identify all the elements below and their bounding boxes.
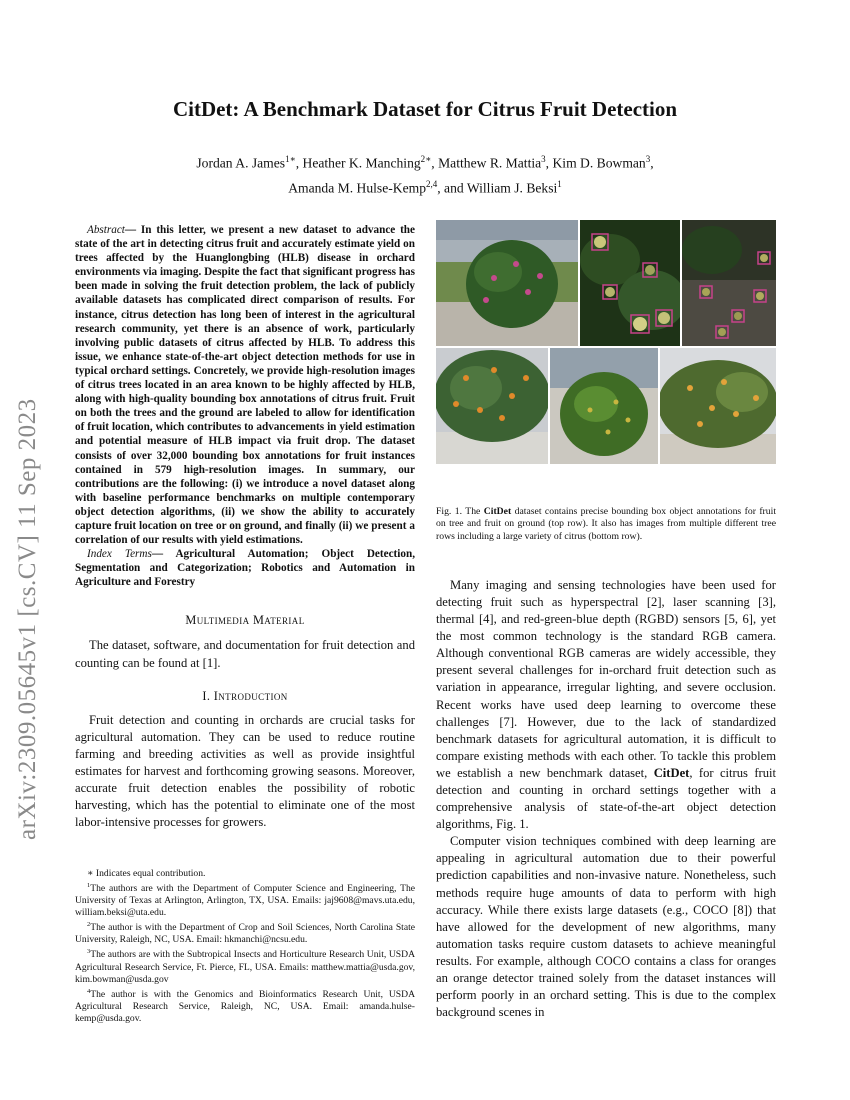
author-affiliation: 2,4 bbox=[426, 178, 438, 189]
footnote-2: $^2$The author is with the Department of Crop and Soil Sciences, North Carolina State University, Raleigh, NC, USA. Email: hkmanchi@ncsu.edu. bbox=[75, 921, 415, 946]
figure-photo-lime-tree bbox=[550, 348, 658, 464]
figure-photo-orange-tree bbox=[436, 348, 548, 464]
author-affiliation: 2∗ bbox=[420, 154, 432, 164]
figure-photo-tree-sky bbox=[436, 220, 578, 346]
footnotes bbox=[75, 868, 415, 1025]
author-name: Heather K. Manching bbox=[302, 155, 421, 171]
section-heading-multimedia: Multimedia Material bbox=[185, 613, 305, 628]
author-affiliation: 1 bbox=[557, 178, 562, 189]
author-name: William J. Beksi bbox=[466, 180, 558, 196]
right-paragraph-1: Many imaging and sensing technologies have been used for detecting fruit such as hyperspectral [2], laser scanning [3], thermal [4], and red-green-blue depth (RGBD) sensors [5, 6], yet the most common technology is the standard RGB camera. Although conventional RGB cameras are widely accessible, they present several challenges for in-orchard fruit detection such as variation in appearance, irregular lighting, and severe occlusion. Recent works have used deep learning to overcome these challenges [7]. However, due to the lack of standardized benchmark datasets for agricultural automation, it is difficult to compare existing methods with each other. To tackle this problem we establish a new benchmark dataset, CitDet, for citrus fruit detection and counting in orchard settings together with a comprehensive analysis of state-of-the-art object detection algorithms, Fig. 1. bbox=[436, 577, 776, 832]
author-line-2: Amanda M. Hulse-Kemp$^{2,4}$, and William J. Beksi$^1$ bbox=[288, 178, 562, 196]
author-name: Matthew R. Mattia bbox=[438, 155, 542, 171]
introduction-paragraph: Fruit detection and counting in orchards are crucial tasks for agricultural automation. They can be used to reduce routine farming and breeding activities as well as provide insightful estimates for harvest and forthcoming growing seasons. Moreover, accurate fruit detection enables the possibility of robotic harvesting, which has the potential to eliminate one of the most labor-intensive processes for growers. bbox=[75, 712, 415, 830]
author-name: Kim D. Bowman bbox=[552, 155, 646, 171]
author-name: Amanda M. Hulse-Kemp bbox=[288, 180, 426, 196]
figure-1-caption: Fig. 1. The CitDet dataset contains precise bounding box object annotations for fruit on tree and fruit on ground (top row). It also has images from multiple different tree rows including a large variety of citrus (bottom row). bbox=[436, 506, 777, 542]
index-terms bbox=[75, 547, 415, 589]
right-column bbox=[436, 220, 776, 1021]
figure-photo-fruit-ground bbox=[682, 220, 776, 346]
dataset-name: CitDet bbox=[653, 765, 690, 780]
section-heading-introduction: I. Introduction bbox=[202, 688, 288, 703]
footnote-4: $^4$The author is with the Genomics and Bioinformatics Research Unit, USDA Agricultural Research Service, Raleigh, NC, USA. Email: amanda.hulse-kemp@usda.gov. bbox=[75, 987, 415, 1024]
multimedia-paragraph: The dataset, software, and documentation for fruit detection and counting can be found at [1]. bbox=[75, 638, 415, 670]
index-terms-label: Index Terms bbox=[87, 548, 152, 561]
author-affiliation: 1∗ bbox=[285, 154, 296, 164]
arxiv-stamp: arXiv:2309.05645v1 [cs.CV] 11 Sep 2023 bbox=[14, 398, 41, 840]
figure-photo-fruit-closeup bbox=[580, 220, 680, 346]
caption-dataset-name: CitDet bbox=[483, 506, 512, 517]
author-affiliation: 3 bbox=[645, 154, 651, 164]
author-list bbox=[120, 149, 730, 198]
right-paragraph-2: Computer vision techniques combined with deep learning are appealing in agricultural automation due to their powerful prediction capabilities and non-invasive nature. Nonetheless, such methods require huge amounts of data to perform with high accuracy. While there exists large datasets (e.g., COCO [8]) that have allowed for the development of new algorithms, many automation tasks require custom datasets to achieve meaningful results. For example, although COCO contains a class for oranges an orange detector trained solely from the dataset instances will perform poorly in an orchard setting. This is due to the complex background scenes in bbox=[436, 834, 776, 1020]
index-terms-text: — Agricultural Automation; Object Detection, Segmentation and Categorization; Robotics and Automation in Agriculture and Forestry bbox=[75, 548, 415, 589]
author-affiliation: 3 bbox=[541, 154, 546, 164]
abstract bbox=[75, 223, 415, 547]
right-column-body bbox=[436, 577, 776, 1021]
left-column bbox=[75, 223, 415, 831]
figure-1-image-grid bbox=[436, 220, 776, 464]
author-line-1: Jordan A. James$^{1∗}$, Heather K. Manching$^{2∗}$, Matthew R. Mattia$^3$, Kim D. Bowman$^3$, bbox=[196, 154, 654, 171]
abstract-text: — In this letter, we present a new dataset to advance the state of the art in detecting citrus fruit and accurately estimate yield on trees affected by the Huanglongbing (HLB) disease in orchard environments via imaging. Despite the fact that significant progress has been made in solving the fruit detection problem, the lack of publicly available datasets has complicated direct comparison of results. For instance, citrus detection has long been of interest in the agricultural research community, yet there is an absence of work, particularly involving public datasets of citrus affected by HLB. To address this issue, we enhance state-of-the-art object detection methods for use in typical orchard settings. Concretely, we provide high-resolution images of citrus trees located in an area known to be highly affected by HLB, along with high-quality bounding box annotations of citrus fruit. Fruit on both the trees and the ground are labeled to allow for identification of fruit location, which contributes to advancements in yield estimation and potential measure of HLB impact via fruit drop. The dataset consists of over 32,000 bounding box annotations for fruit instances contained in 579 high-resolution images. In summary, our contributions are the following: (i) we introduce a novel dataset along with baseline performance benchmarks on multiple contemporary object detection algorithms, (ii) we show the ability to accurately capture fruit location on tree or on ground, and finally (ii) we present a correlation of our results with yield estimations. bbox=[75, 224, 415, 547]
paper-title: CitDet: A Benchmark Dataset for Citrus Fruit Detection bbox=[172, 97, 678, 121]
abstract-label: Abstract bbox=[87, 224, 125, 236]
footnote-3: $^3$The authors are with the Subtropical Insects and Horticulture Research Unit, USDA Agricultural Research Service, Ft. Pierce, FL, USA. Emails: matthew.mattia@usda.gov, kim.bowman@usda.gov bbox=[75, 948, 415, 985]
footnote-1: $^1$The authors are with the Department of Computer Science and Engineering, The University of Texas at Arlington, Arlington, TX, USA. Emails: jaj9608@mavs.uta.edu, william.beksi@uta.edu. bbox=[75, 882, 415, 919]
author-name: Jordan A. James bbox=[196, 155, 286, 171]
footnote-equal-contribution: ∗ Indicates equal contribution. bbox=[87, 868, 206, 879]
figure-photo-grapefruit-tree bbox=[660, 348, 776, 464]
